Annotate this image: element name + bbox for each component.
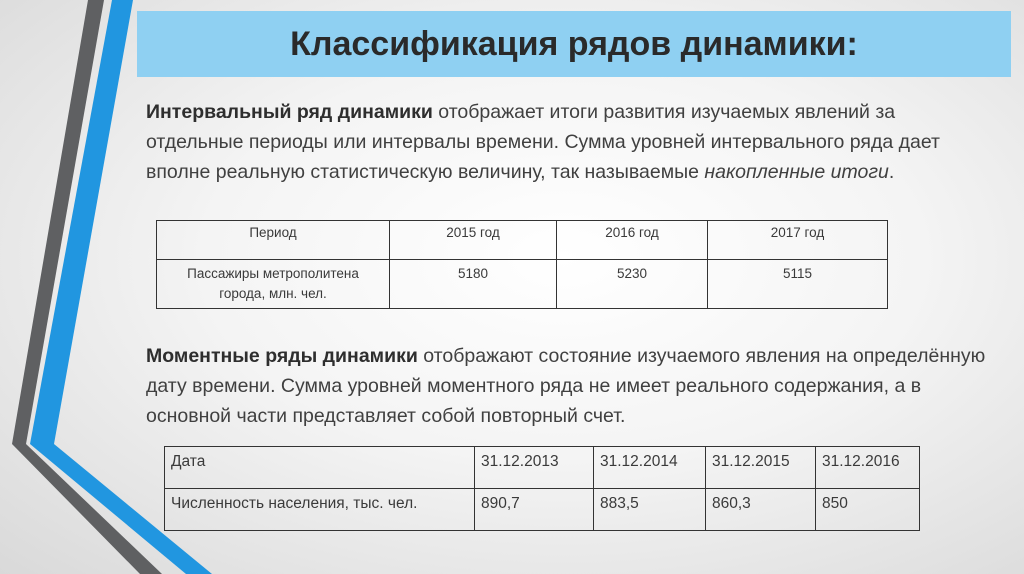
- table-cell: 890,7: [475, 489, 594, 531]
- title-banner: [137, 11, 1011, 77]
- table-cell: 5180: [390, 260, 557, 309]
- table-cell: 850: [816, 489, 920, 531]
- table-row-label: Пассажиры метрополитена города, млн. чел.: [157, 260, 390, 309]
- table-cell: 883,5: [594, 489, 706, 531]
- moment-term: Моментные ряды динамики: [146, 345, 418, 367]
- table-header-cell: 31.12.2016: [816, 447, 920, 489]
- table-row: [157, 260, 888, 309]
- moment-text: отображают состояние изучаемого явления на определённую дату времени. Сумма уровней моментного ряда не имеет реального содержания, а в основной части представляет собой повторный счет.: [146, 345, 986, 427]
- table-header-cell: 31.12.2013: [475, 447, 594, 489]
- page-title: Классификация рядов динамики:: [290, 24, 858, 63]
- moment-paragraph: [146, 341, 996, 431]
- table-row-label: Численность населения, тыс. чел.: [165, 489, 475, 531]
- table-header-cell: 31.12.2014: [594, 447, 706, 489]
- gray-diagonal: [12, 444, 162, 574]
- table-row: [157, 221, 888, 260]
- table-cell: 5115: [708, 260, 888, 309]
- table-row: [165, 489, 920, 531]
- table-header-cell: Период: [157, 221, 390, 260]
- interval-term: Интервальный ряд динамики: [146, 101, 433, 123]
- interval-paragraph: [146, 97, 996, 187]
- table-header-cell: 2017 год: [708, 221, 888, 260]
- interval-end: .: [888, 161, 895, 183]
- interval-table: [156, 220, 888, 309]
- table-header-cell: 2016 год: [557, 221, 708, 260]
- table-cell: 5230: [557, 260, 708, 309]
- moment-table: [164, 446, 920, 531]
- table-cell: 860,3: [706, 489, 816, 531]
- interval-italic: накопленные итоги: [704, 161, 889, 183]
- table-header-cell: 31.12.2015: [706, 447, 816, 489]
- table-header-cell: 2015 год: [390, 221, 557, 260]
- interval-text: отображает итоги развития изучаемых явлений за отдельные периоды или интервалы времени. Сумма уровней интервального ряда дает вполне реальную статистическую величину, так называемые: [146, 101, 940, 183]
- table-row: [165, 447, 920, 489]
- table-header-cell: Дата: [165, 447, 475, 489]
